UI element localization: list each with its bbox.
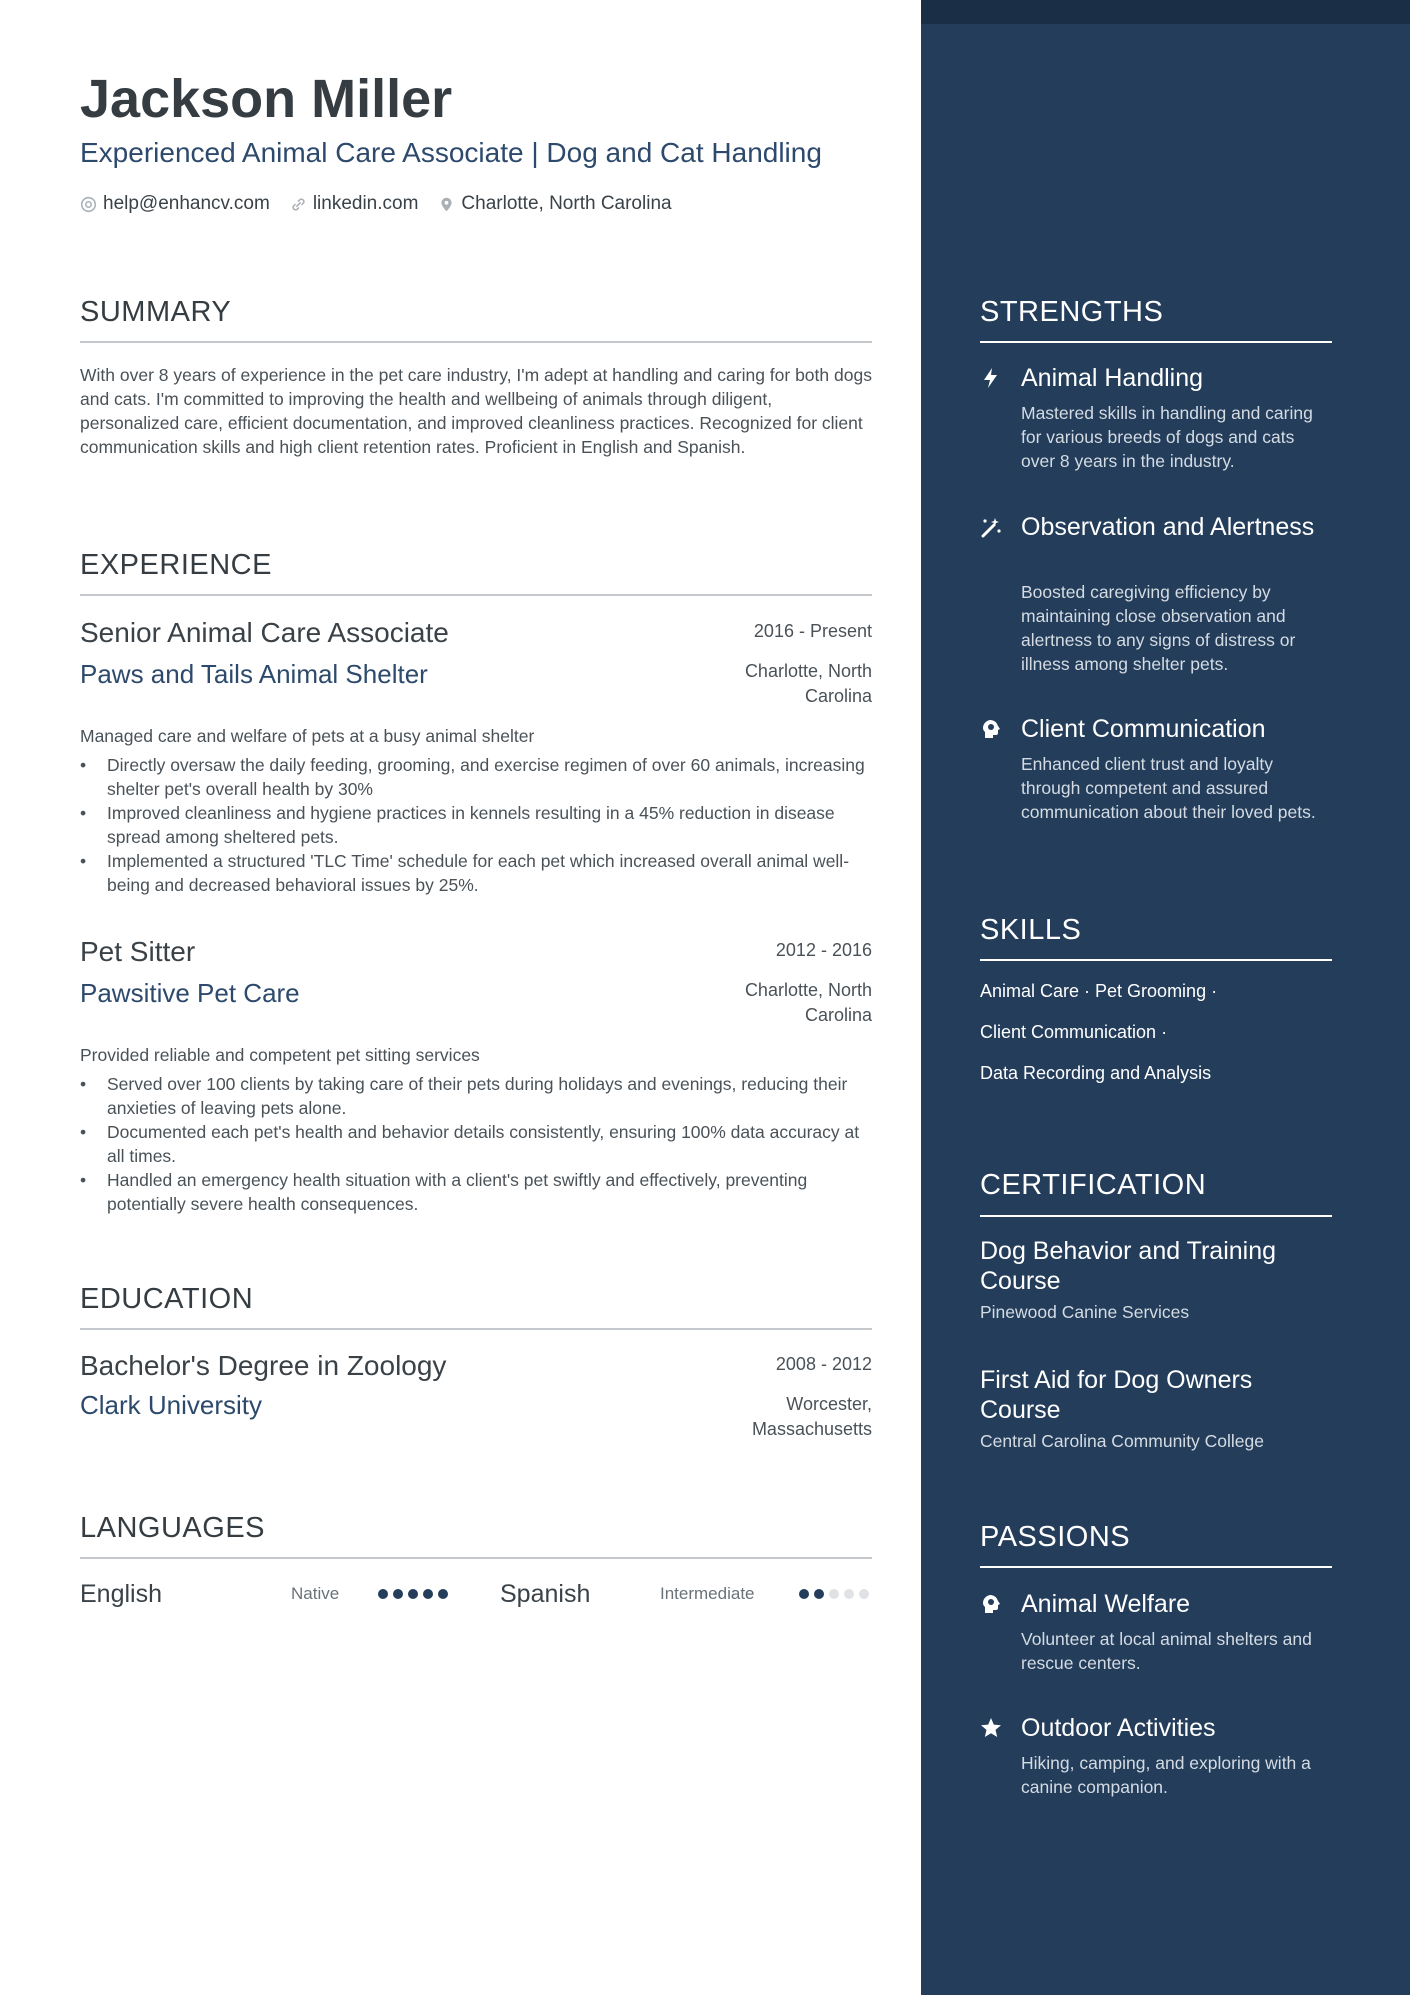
certification-heading: CERTIFICATION xyxy=(980,1169,1207,1201)
strengths-divider xyxy=(980,341,1332,343)
linkedin-text: linkedin.com xyxy=(312,193,419,214)
job-bullet: • Improved cleanliness and hygiene practices in kennels resulting in a 45% reduction in disease spread among sheltered pets. xyxy=(80,801,872,849)
summary-heading: SUMMARY xyxy=(80,296,232,328)
education-divider xyxy=(80,1328,872,1330)
education-heading: EDUCATION xyxy=(80,1283,254,1315)
job-bullets xyxy=(80,1072,872,1216)
job-title: Pet Sitter xyxy=(80,936,196,967)
rating-dot xyxy=(844,1589,854,1599)
passions-divider xyxy=(980,1566,1332,1568)
job-title: Senior Animal Care Associate xyxy=(80,617,449,648)
experience-heading: EXPERIENCE xyxy=(80,549,272,581)
job-bullet: • Documented each pet's health and behavior details consistently, ensuring 100% data accuracy at all times. xyxy=(80,1120,872,1168)
language-level: Intermediate xyxy=(660,1584,755,1603)
job-company: Paws and Tails Animal Shelter xyxy=(80,659,428,689)
job-location: Charlotte, North Carolina xyxy=(744,980,872,1025)
strength-description: Enhanced client trust and loyalty through competent and assured communication about their loved pets. xyxy=(1021,754,1316,822)
job-dates: 2016 - Present xyxy=(753,621,872,641)
skills-divider xyxy=(980,959,1332,961)
language-rating xyxy=(799,1589,869,1599)
degree-title: Bachelor's Degree in Zoology xyxy=(80,1350,447,1381)
rating-dot xyxy=(408,1589,418,1599)
lightning-icon xyxy=(980,367,1002,389)
candidate-name: Jackson Miller xyxy=(80,69,453,129)
rating-dot xyxy=(814,1589,824,1599)
strength-description: Mastered skills in handling and caring for various breeds of dogs and cats over 8 years in the industry. xyxy=(1021,403,1313,471)
language-level: Native xyxy=(291,1584,340,1603)
contact-bar xyxy=(80,193,672,215)
job-location: Charlotte, North Carolina xyxy=(744,661,872,706)
contact-linkedin[interactable] xyxy=(290,193,419,215)
certification-title: Dog Behavior and Training Course xyxy=(980,1237,1277,1295)
passion-description: Volunteer at local animal shelters and rescue centers. xyxy=(1021,1629,1312,1673)
language-name: Spanish xyxy=(500,1580,591,1608)
strength-title: Observation and Alertness xyxy=(1021,513,1315,541)
head-brain-icon xyxy=(980,1593,1002,1615)
summary-divider xyxy=(80,341,872,343)
job-bullet: • Handled an emergency health situation with a client's pet swiftly and effectively, preventing potentially severe health consequences. xyxy=(80,1168,872,1216)
sidebar xyxy=(921,0,1410,1995)
experience-divider xyxy=(80,594,872,596)
skill-line: Client Communication · xyxy=(980,1022,1168,1042)
rating-dot xyxy=(393,1589,403,1599)
job-description: Provided reliable and competent pet sitting services xyxy=(80,1045,480,1065)
language-name: English xyxy=(80,1580,162,1608)
magic-wand-icon xyxy=(980,516,1002,538)
school-name: Clark University xyxy=(80,1390,263,1420)
skill-line: Data Recording and Analysis xyxy=(980,1063,1212,1083)
school-location: Worcester, Massachusetts xyxy=(751,1394,872,1439)
location-text: Charlotte, North Carolina xyxy=(461,193,672,214)
strength-title: Animal Handling xyxy=(1021,364,1204,392)
rating-dot xyxy=(859,1589,869,1599)
certification-title: First Aid for Dog Owners Course xyxy=(980,1366,1253,1424)
location-pin-icon xyxy=(438,196,455,213)
job-description: Managed care and welfare of pets at a busy animal shelter xyxy=(80,726,535,746)
certification-divider xyxy=(980,1215,1332,1217)
star-icon xyxy=(980,1717,1002,1739)
sidebar-top-band xyxy=(921,0,1410,24)
rating-dot xyxy=(829,1589,839,1599)
passion-title: Animal Welfare xyxy=(1021,1590,1191,1618)
education-dates: 2008 - 2012 xyxy=(775,1354,872,1374)
summary-text: With over 8 years of experience in the pet care industry, I'm adept at handling and caring for both dogs and cats. I'm committed to improving the health and wellbeing of animals through diligent, personalized care, efficient documentation, and improved cleanliness practices. Recognized for client communication skills and high client retention rates. Proficient in English and Spanish. xyxy=(80,365,872,457)
skills-heading: SKILLS xyxy=(980,914,1082,946)
strength-description: Boosted caregiving efficiency by maintaining close observation and alertness to any signs of distress or illness among shelter pets. xyxy=(1021,582,1296,674)
rating-dot xyxy=(799,1589,809,1599)
language-rating xyxy=(378,1589,448,1599)
job-bullets xyxy=(80,753,872,897)
passion-description: Hiking, camping, and exploring with a canine companion. xyxy=(1021,1753,1311,1797)
contact-location xyxy=(438,193,671,215)
job-bullet: • Served over 100 clients by taking care of their pets during holidays and evenings, reducing their anxieties of leaving pets alone. xyxy=(80,1072,872,1120)
job-dates: 2012 - 2016 xyxy=(775,940,872,960)
contact-email[interactable] xyxy=(80,193,270,215)
job-company: Pawsitive Pet Care xyxy=(80,978,300,1008)
job-bullet: • Implemented a structured 'TLC Time' schedule for each pet which increased overall animal well-being and decreased behavioral issues by 25%. xyxy=(80,849,872,897)
head-brain-icon xyxy=(980,718,1002,740)
email-text: help@enhancv.com xyxy=(103,193,270,214)
certification-org: Pinewood Canine Services xyxy=(980,1302,1190,1322)
at-icon xyxy=(80,196,97,213)
rating-dot xyxy=(378,1589,388,1599)
skill-line: Animal Care · Pet Grooming · xyxy=(980,981,1218,1001)
rating-dot xyxy=(438,1589,448,1599)
certification-org: Central Carolina Community College xyxy=(980,1431,1265,1451)
passion-title: Outdoor Activities xyxy=(1021,1714,1216,1742)
passions-heading: PASSIONS xyxy=(980,1521,1131,1553)
link-icon xyxy=(290,196,307,213)
rating-dot xyxy=(423,1589,433,1599)
languages-divider xyxy=(80,1557,872,1559)
candidate-headline: Experienced Animal Care Associate | Dog and Cat Handling xyxy=(80,137,822,168)
job-bullet: • Directly oversaw the daily feeding, grooming, and exercise regimen of over 60 animals, increasing shelter pet's overall health by 30% xyxy=(80,753,872,801)
strength-title: Client Communication xyxy=(1021,715,1266,743)
languages-heading: LANGUAGES xyxy=(80,1512,265,1544)
strengths-heading: STRENGTHS xyxy=(980,296,1164,328)
languages-row xyxy=(80,1580,872,1610)
